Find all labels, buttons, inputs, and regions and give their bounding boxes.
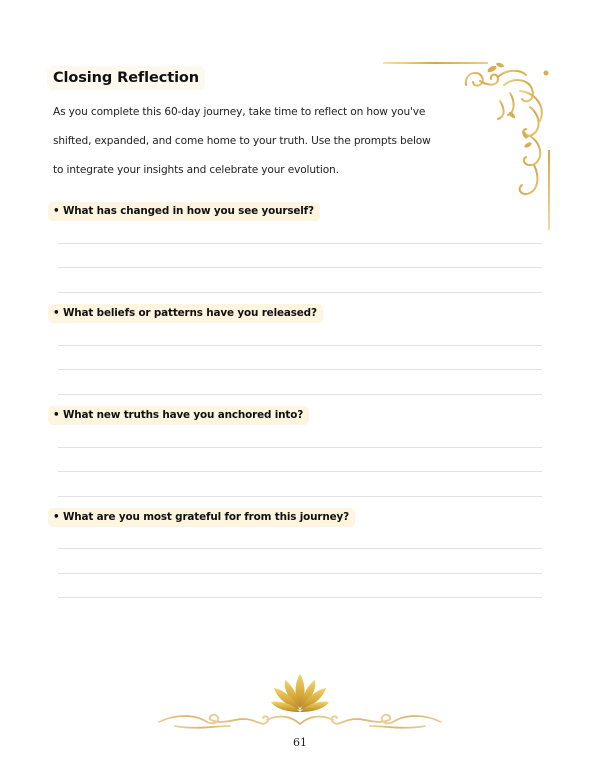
intro-line: to integrate your insights and celebrate your evolution. (53, 164, 339, 176)
writing-line[interactable] (58, 292, 542, 293)
page-title: Closing Reflection (47, 66, 205, 90)
intro-paragraph (53, 98, 433, 185)
writing-line[interactable] (58, 243, 542, 244)
prompt-label-new-truths: • What new truths have you anchored into? (48, 406, 309, 425)
writing-line[interactable] (58, 267, 542, 268)
gold-lotus-divider-icon (155, 670, 445, 732)
writing-line[interactable] (58, 447, 542, 448)
page-number: 61 (293, 736, 307, 749)
prompt-label-self-view: • What has changed in how you see yourself? (48, 202, 320, 221)
prompt-label-gratitude: • What are you most grateful for from this journey? (48, 508, 355, 527)
writing-line[interactable] (58, 573, 542, 574)
writing-line[interactable] (58, 345, 542, 346)
writing-line[interactable] (58, 548, 542, 549)
prompt-label-released-patterns: • What beliefs or patterns have you released? (48, 304, 323, 323)
intro-line: shifted, expanded, and come home to your truth. Use the prompts below (53, 135, 431, 147)
writing-line[interactable] (58, 369, 542, 370)
writing-line[interactable] (58, 496, 542, 497)
writing-line[interactable] (58, 597, 542, 598)
gold-lotus-icon (271, 674, 329, 712)
writing-line[interactable] (58, 471, 542, 472)
gold-scroll-divider-icon (159, 715, 441, 728)
writing-line[interactable] (58, 394, 542, 395)
intro-line: As you complete this 60-day journey, take time to reflect on how you've (53, 106, 426, 118)
